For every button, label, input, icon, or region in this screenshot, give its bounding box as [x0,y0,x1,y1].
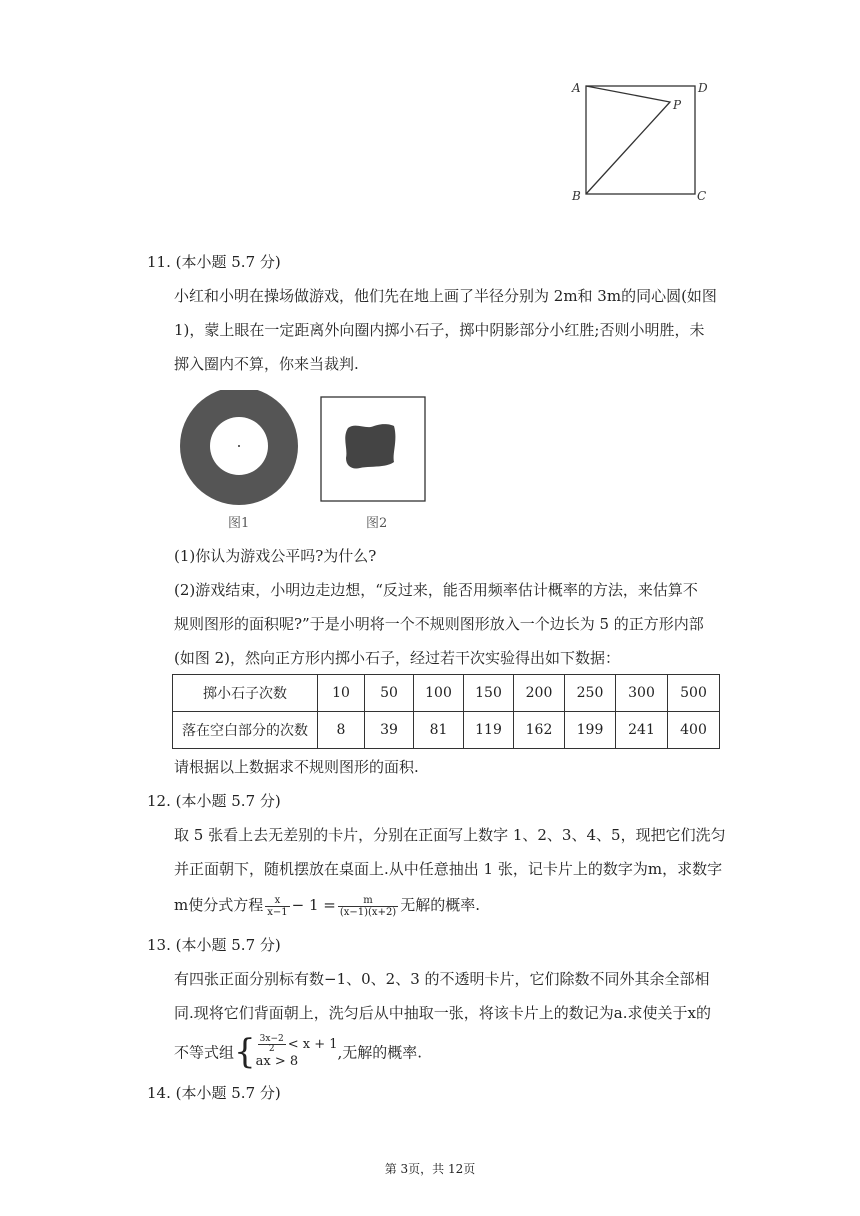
q13-score: (本小题 5.7 分) [175,936,281,954]
q11-number: 11. [147,253,171,271]
brace-icon: { [234,1032,256,1072]
table-cell: 10 [318,675,365,712]
q11-line2: 1)，蒙上眼在一定距离外向圈内掷小石子，掷中阴影部分小红胜;否则小明胜，未 [174,321,705,339]
q13-ineq2: ax > 8 [255,1053,299,1069]
q11-score: (本小题 5.7 分) [175,253,281,271]
q11-sub1: (1)你认为游戏公平吗?为什么? [174,547,377,565]
table-cell: 500 [668,675,720,712]
figure-2 [320,396,428,530]
q12-frac2-num: m [338,895,398,907]
q13-number: 13. [147,936,171,954]
page-footer: 第 3页，共 12页 [384,1162,476,1176]
table-cell: 199 [565,712,616,749]
q11-ending: 请根据以上数据求不规则图形的面积. [174,758,419,776]
table-row [173,712,720,749]
table-cell: 200 [514,675,565,712]
table-cell: 150 [464,675,514,712]
q13-ineq1 [256,1035,338,1054]
table-cell: 8 [318,712,365,749]
table-header-cell: 掷小石子次数 [173,675,318,712]
q11-data-table-wrap [172,674,720,749]
q11-sub2-line2: 规则图形的面积呢?”于是小明将一个不规则图形放入一个边长为 5 的正方形内部 [174,615,704,633]
label-p: P [673,98,682,112]
q13-line3-post: ,无解的概率. [337,1043,423,1062]
square-figure [566,74,716,206]
q12-frac2-den: (x−1)(x+2) [339,906,397,918]
figure-2-svg [320,396,426,502]
figure-2-caption: 图2 [366,516,388,531]
table-row [173,675,720,712]
q12-line3-pre: m使分式方程 [174,896,264,914]
q13-line2: 同.现将它们背面朝上，洗匀后从中抽取一张，将该卡片上的数记为a.求使关于x的 [174,1004,711,1022]
table-header-cell: 落在空白部分的次数 [173,712,318,749]
q11-data-table [172,674,720,749]
q13-ineq1-frac [258,1035,286,1054]
table-cell: 100 [414,675,464,712]
q14-score: (本小题 5.7 分) [175,1084,281,1102]
table-cell: 300 [616,675,668,712]
q13-inequality-system [256,1035,338,1070]
figure-1-svg [178,390,300,508]
table-cell: 50 [365,675,414,712]
q11-header [147,245,281,279]
q11-line1: 小红和小明在操场做游戏，他们先在地上画了半径分别为 2m和 3m的同心圆(如图 [174,287,717,305]
q12-frac1-num: x [265,895,289,907]
label-c: C [697,189,707,203]
q12-fraction-1 [265,895,289,918]
q12-frac1-den: x−1 [267,906,288,918]
label-b: B [572,189,581,203]
q14-number: 14. [147,1084,171,1102]
q12-line3-post: 无解的概率. [400,896,480,914]
q13-ineq1-rest: < x + 1 [287,1036,338,1052]
q11-sub2-line3: (如图 2)，然向正方形内掷小石子，经过若干次实验得出如下数据： [174,649,621,667]
q14-header [147,1076,281,1110]
center-dot [238,445,240,447]
q12-line2: 并正面朝下，随机摆放在桌面上.从中任意抽出 1 张，记卡片上的数字为m，求数字 [174,860,723,878]
table-cell: 241 [616,712,668,749]
table-cell: 81 [414,712,464,749]
table-cell: 250 [565,675,616,712]
figure-1 [178,390,300,530]
q12-mid: − 1 = [291,896,336,914]
q13-header [147,928,281,962]
q13-ineq1-den: 2 [268,1043,275,1054]
table-cell: 39 [365,712,414,749]
q12-line1: 取 5 张看上去无差别的卡片，分别在正面写上数字 1、2、3、4、5，现把它们洗匀 [174,826,726,844]
q11-line3: 掷入圈内不算，你来当裁判. [174,355,359,373]
q11-sub2-line1: (2)游戏结束，小明边走边想，“反过来，能否用频率估计概率的方法，来估算不 [174,581,698,599]
q13-line1: 有四张正面分别标有数−1、0、2、3 的不透明卡片，它们除数不同外其余全部相 [174,970,710,988]
q13-ineq1-num: 3x−2 [259,1033,284,1044]
irregular-shape [345,424,395,468]
table-cell: 119 [464,712,514,749]
q12-header [147,784,281,818]
q13-line3 [174,1032,422,1072]
table-cell: 400 [668,712,720,749]
label-a: A [572,81,581,95]
figure-1-caption: 图1 [228,516,250,531]
table-cell: 162 [514,712,565,749]
q12-line3 [174,888,480,922]
q12-number: 12. [147,792,171,810]
q12-score: (本小题 5.7 分) [175,792,281,810]
q12-fraction-2 [338,895,398,918]
square-figure-svg [566,74,716,206]
path-a-p-b [586,86,670,194]
q13-line3-pre: 不等式组 [174,1043,235,1062]
label-d: D [698,81,708,95]
